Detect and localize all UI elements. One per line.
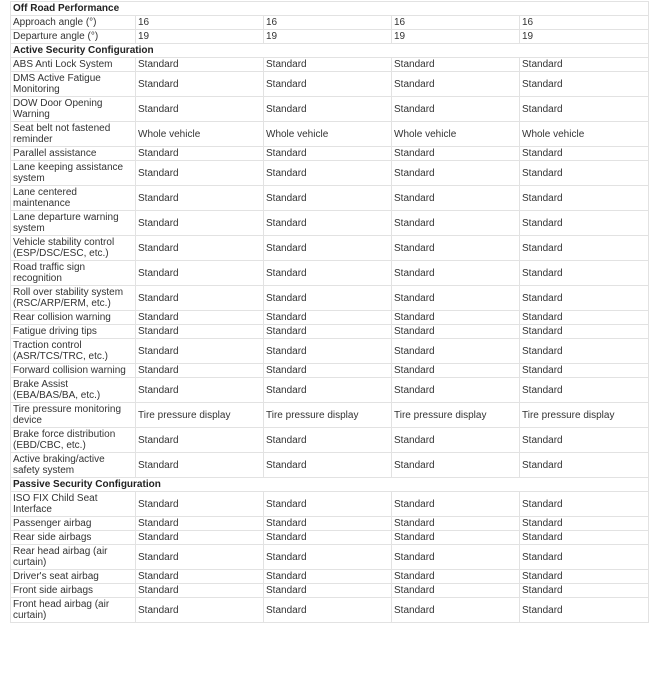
spec-value: Standard	[392, 531, 520, 545]
spec-value: Standard	[392, 325, 520, 339]
spec-value: Standard	[520, 428, 649, 453]
spec-value: Standard	[264, 147, 392, 161]
section-header-row	[11, 478, 649, 492]
feature-label: Passenger airbag	[11, 517, 136, 531]
spec-value: Standard	[264, 378, 392, 403]
spec-row	[11, 584, 649, 598]
spec-value: Standard	[520, 584, 649, 598]
spec-value: Standard	[392, 186, 520, 211]
spec-value: Standard	[520, 97, 649, 122]
spec-value: 19	[136, 30, 264, 44]
spec-value: Standard	[136, 531, 264, 545]
spec-value: Standard	[520, 72, 649, 97]
spec-value: Standard	[264, 72, 392, 97]
section-header-row	[11, 2, 649, 16]
spec-value: Standard	[264, 286, 392, 311]
spec-value: Standard	[264, 531, 392, 545]
spec-value: Standard	[136, 453, 264, 478]
spec-row	[11, 453, 649, 478]
spec-value: Standard	[392, 311, 520, 325]
spec-value: Standard	[136, 492, 264, 517]
spec-value: Standard	[392, 598, 520, 623]
spec-row	[11, 531, 649, 545]
spec-value: Standard	[136, 584, 264, 598]
spec-value: Standard	[264, 428, 392, 453]
spec-value: Standard	[136, 58, 264, 72]
feature-label: Roll over stability system (RSC/ARP/ERM, etc.)	[11, 286, 136, 311]
spec-value: Standard	[264, 261, 392, 286]
spec-row	[11, 339, 649, 364]
spec-row	[11, 72, 649, 97]
feature-label: ABS Anti Lock System	[11, 58, 136, 72]
spec-value: Standard	[392, 453, 520, 478]
spec-value: Standard	[392, 147, 520, 161]
spec-value: 16	[392, 16, 520, 30]
spec-value: Standard	[520, 531, 649, 545]
feature-label: Seat belt not fastened reminder	[11, 122, 136, 147]
spec-value: Standard	[392, 211, 520, 236]
spec-value: Tire pressure display	[264, 403, 392, 428]
section-title: Passive Security Configuration	[11, 478, 649, 492]
spec-row	[11, 378, 649, 403]
spec-row	[11, 364, 649, 378]
spec-value: Standard	[264, 598, 392, 623]
spec-value: Standard	[264, 236, 392, 261]
feature-label: Forward collision warning	[11, 364, 136, 378]
spec-value: Whole vehicle	[264, 122, 392, 147]
spec-value: Standard	[136, 378, 264, 403]
feature-label: Approach angle (°)	[11, 16, 136, 30]
feature-label: Parallel assistance	[11, 147, 136, 161]
spec-row	[11, 147, 649, 161]
spec-row	[11, 311, 649, 325]
feature-label: Brake Assist (EBA/BAS/BA, etc.)	[11, 378, 136, 403]
spec-value: Standard	[392, 570, 520, 584]
spec-value: Standard	[136, 72, 264, 97]
spec-value: 19	[392, 30, 520, 44]
spec-row	[11, 30, 649, 44]
spec-value: Standard	[136, 161, 264, 186]
spec-value: Standard	[520, 286, 649, 311]
spec-row	[11, 161, 649, 186]
spec-value: Standard	[264, 97, 392, 122]
spec-value: Standard	[136, 364, 264, 378]
feature-label: Vehicle stability control (ESP/DSC/ESC, etc.)	[11, 236, 136, 261]
spec-row	[11, 97, 649, 122]
spec-value: Standard	[520, 147, 649, 161]
spec-value: Standard	[520, 570, 649, 584]
spec-value: Standard	[520, 161, 649, 186]
spec-value: 19	[520, 30, 649, 44]
spec-value: Standard	[264, 339, 392, 364]
spec-value: Standard	[264, 517, 392, 531]
spec-value: Standard	[136, 261, 264, 286]
spec-value: Standard	[136, 325, 264, 339]
spec-value: Standard	[136, 97, 264, 122]
spec-value: Standard	[392, 584, 520, 598]
spec-row	[11, 186, 649, 211]
spec-value: 16	[520, 16, 649, 30]
spec-value: Standard	[392, 492, 520, 517]
feature-label: Brake force distribution (EBD/CBC, etc.)	[11, 428, 136, 453]
spec-value: Standard	[136, 236, 264, 261]
spec-table	[10, 1, 649, 623]
feature-label: Active braking/active safety system	[11, 453, 136, 478]
spec-value: Whole vehicle	[392, 122, 520, 147]
spec-value: Standard	[136, 186, 264, 211]
spec-row	[11, 570, 649, 584]
spec-row	[11, 211, 649, 236]
spec-value: Whole vehicle	[136, 122, 264, 147]
feature-label: Driver's seat airbag	[11, 570, 136, 584]
feature-label: Rear head airbag (air curtain)	[11, 545, 136, 570]
spec-value: 19	[264, 30, 392, 44]
spec-value: Standard	[520, 186, 649, 211]
feature-label: Traction control (ASR/TCS/TRC, etc.)	[11, 339, 136, 364]
spec-value: Standard	[264, 186, 392, 211]
spec-table-body	[11, 2, 649, 623]
spec-value: Standard	[136, 545, 264, 570]
feature-label: Lane keeping assistance system	[11, 161, 136, 186]
spec-value: Tire pressure display	[136, 403, 264, 428]
spec-value: Standard	[264, 58, 392, 72]
spec-row	[11, 58, 649, 72]
spec-value: Standard	[264, 453, 392, 478]
spec-row	[11, 403, 649, 428]
feature-label: Tire pressure monitoring device	[11, 403, 136, 428]
spec-value: Standard	[136, 517, 264, 531]
feature-label: Road traffic sign recognition	[11, 261, 136, 286]
spec-value: Whole vehicle	[520, 122, 649, 147]
spec-row	[11, 16, 649, 30]
spec-value: Standard	[264, 492, 392, 517]
spec-value: Standard	[392, 72, 520, 97]
spec-value: Tire pressure display	[392, 403, 520, 428]
section-title: Off Road Performance	[11, 2, 649, 16]
spec-value: Standard	[264, 364, 392, 378]
spec-row	[11, 122, 649, 147]
spec-row	[11, 286, 649, 311]
spec-row	[11, 428, 649, 453]
spec-value: Standard	[392, 58, 520, 72]
spec-value: Standard	[520, 364, 649, 378]
spec-value: Standard	[392, 378, 520, 403]
spec-value: Standard	[520, 236, 649, 261]
spec-value: Standard	[136, 211, 264, 236]
spec-value: Standard	[520, 261, 649, 286]
spec-value: Standard	[264, 325, 392, 339]
spec-value: Standard	[136, 311, 264, 325]
spec-value: Standard	[392, 236, 520, 261]
spec-row	[11, 517, 649, 531]
section-header-row	[11, 44, 649, 58]
feature-label: DOW Door Opening Warning	[11, 97, 136, 122]
spec-value: Standard	[264, 570, 392, 584]
feature-label: DMS Active Fatigue Monitoring	[11, 72, 136, 97]
spec-value: Standard	[520, 453, 649, 478]
spec-value: Standard	[520, 325, 649, 339]
spec-value: Standard	[392, 545, 520, 570]
spec-value: Standard	[392, 517, 520, 531]
spec-value: Standard	[136, 428, 264, 453]
spec-value: Tire pressure display	[520, 403, 649, 428]
spec-value: Standard	[520, 58, 649, 72]
spec-value: Standard	[264, 311, 392, 325]
spec-value: Standard	[136, 286, 264, 311]
spec-value: Standard	[392, 97, 520, 122]
spec-value: Standard	[520, 378, 649, 403]
feature-label: Fatigue driving tips	[11, 325, 136, 339]
spec-row	[11, 598, 649, 623]
spec-value: Standard	[520, 545, 649, 570]
feature-label: Front head airbag (air curtain)	[11, 598, 136, 623]
spec-value: Standard	[520, 492, 649, 517]
spec-value: Standard	[136, 147, 264, 161]
spec-value: Standard	[136, 570, 264, 584]
spec-value: Standard	[392, 364, 520, 378]
spec-value: Standard	[264, 161, 392, 186]
spec-row	[11, 236, 649, 261]
spec-value: Standard	[264, 211, 392, 236]
spec-value: Standard	[392, 161, 520, 186]
spec-row	[11, 325, 649, 339]
spec-row	[11, 261, 649, 286]
spec-value: 16	[136, 16, 264, 30]
feature-label: Lane centered maintenance	[11, 186, 136, 211]
spec-value: Standard	[392, 261, 520, 286]
spec-row	[11, 545, 649, 570]
spec-value: Standard	[520, 311, 649, 325]
spec-row	[11, 492, 649, 517]
spec-value: Standard	[392, 286, 520, 311]
section-title: Active Security Configuration	[11, 44, 649, 58]
feature-label: Rear collision warning	[11, 311, 136, 325]
spec-value: 16	[264, 16, 392, 30]
feature-label: Lane departure warning system	[11, 211, 136, 236]
spec-value: Standard	[392, 428, 520, 453]
spec-value: Standard	[264, 545, 392, 570]
spec-value: Standard	[392, 339, 520, 364]
spec-value: Standard	[136, 598, 264, 623]
spec-value: Standard	[520, 339, 649, 364]
feature-label: Departure angle (°)	[11, 30, 136, 44]
spec-value: Standard	[264, 584, 392, 598]
feature-label: ISO FIX Child Seat Interface	[11, 492, 136, 517]
spec-value: Standard	[136, 339, 264, 364]
feature-label: Rear side airbags	[11, 531, 136, 545]
spec-value: Standard	[520, 211, 649, 236]
spec-value: Standard	[520, 517, 649, 531]
feature-label: Front side airbags	[11, 584, 136, 598]
spec-value: Standard	[520, 598, 649, 623]
